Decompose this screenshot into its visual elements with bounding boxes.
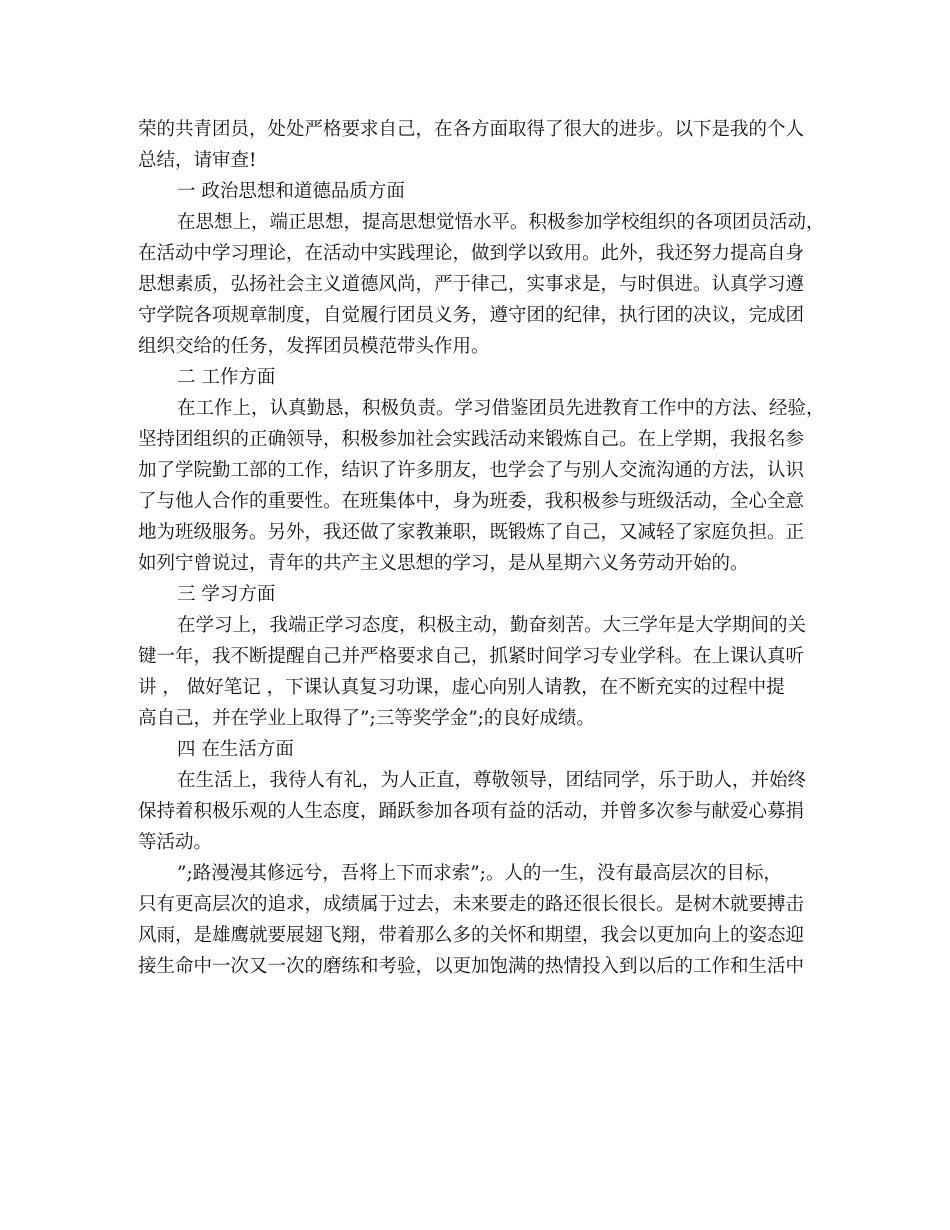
text-line: 保持着积极乐观的人生态度，踊跃参加各项有益的活动，并曾多次参与献爱心募捐 [138, 801, 805, 822]
text-line: 高自己，并在学业上取得了”;三等奖学金”;的良好成绩。 [138, 708, 595, 729]
document-body [138, 114, 825, 982]
text-line: 只有更高层次的追求，成绩属于过去，未来要走的路还很长很长。是树木就要搏击 [138, 894, 805, 915]
text-line: 接生命中一次又一次的磨练和考验，以更加饱满的热情投入到以后的工作和生活中 [138, 956, 805, 977]
text-line: 地为班级服务。另外，我还做了家教兼职，既锻炼了自己，又减轻了家庭负担。正 [138, 522, 805, 543]
text-line: 二 工作方面 [177, 367, 276, 388]
text-line: 在思想上，端正思想，提高思想觉悟水平。积极参加学校组织的各项团员活动， [177, 212, 825, 233]
text-line: 在活动中学习理论，在活动中实践理论，做到学以致用。此外，我还努力提高自身 [138, 243, 805, 264]
text-line: 思想素质，弘扬社会主义道德风尚，严于律己，实事求是，与时俱进。认真学习遵 [138, 274, 805, 295]
text-line: 总结，请审查! [138, 150, 257, 171]
text-line: 在学习上，我端正学习态度，积极主动，勤奋刻苦。大三学年是大学期间的关 [177, 615, 807, 636]
text-line: 在工作上，认真勤恳，积极负责。学习借鉴团员先进教育工作中的方法、经验， [177, 398, 825, 419]
text-line: 风雨，是雄鹰就要展翅飞翔，带着那么多的关怀和期望，我会以更加向上的姿态迎 [138, 925, 805, 946]
text-line: 等活动。 [138, 832, 213, 853]
text-line: 在生活上，我待人有礼，为人正直，尊敬领导，团结同学，乐于助人，并始终 [177, 770, 807, 791]
text-line: 荣的共青团员，处处严格要求自己，在各方面取得了很大的进步。以下是我的个人 [138, 119, 805, 140]
text-line: 了与他人合作的重要性。在班集体中，身为班委，我积极参与班级活动，全心全意 [138, 491, 805, 512]
text-line: 加了学院勤工部的工作，结识了许多朋友，也学会了与别人交流沟通的方法，认识 [138, 460, 805, 481]
text-line: 守学院各项规章制度，自觉履行团员义务，遵守团的纪律，执行团的决议，完成团 [138, 305, 805, 326]
text-line: 如列宁曾说过，青年的共产主义思想的学习，是从星期六义务劳动开始的。 [138, 553, 749, 574]
text-line: ”;路漫漫其修远兮，吾将上下而求索”;。人的一生，没有最高层次的目标， [177, 863, 782, 884]
text-line: 坚持团组织的正确领导，积极参加社会实践活动来锻炼自己。在上学期，我报名参 [138, 429, 805, 450]
text-line: 讲 ， 做好笔记 ，下课认真复习功课，虚心向别人请教，在不断充实的过程中提 [138, 677, 785, 698]
text-line: 四 在生活方面 [177, 739, 294, 760]
text-line: 组织交给的任务，发挥团员模范带头作用。 [138, 336, 490, 357]
text-line: 三 学习方面 [177, 584, 276, 605]
text-line: 一 政治思想和道德品质方面 [177, 181, 405, 202]
text-line: 键一年，我不断提醒自己并严格要求自己，抓紧时间学习专业学科。在上课认真听 [138, 646, 805, 667]
